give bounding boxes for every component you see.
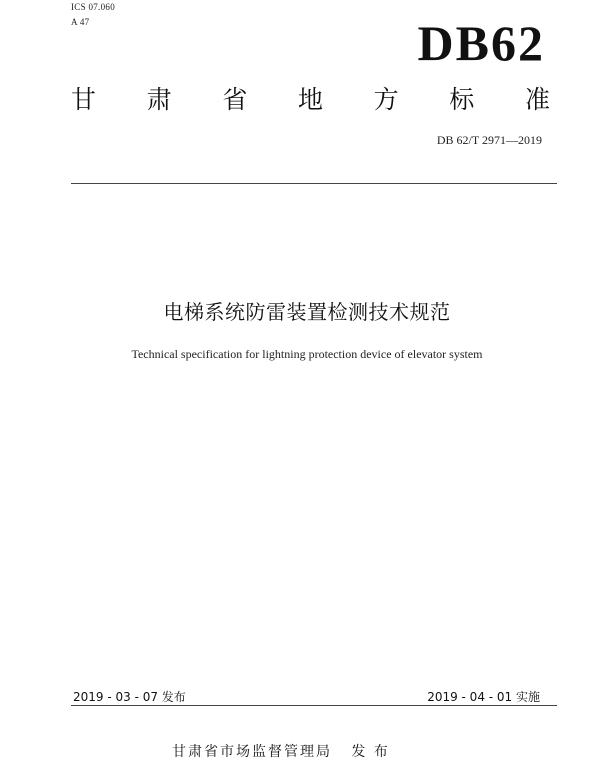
standard-type-char: 地 (297, 85, 323, 114)
standard-code-logo: DB62 (417, 15, 545, 71)
implementation-date: 2019 - 04 - 01 实施 (427, 690, 540, 704)
standard-type-char: 方 (373, 85, 399, 114)
ccs-code: A 47 (71, 17, 90, 27)
standard-type-char: 甘 (71, 85, 97, 114)
standard-type-heading (71, 84, 550, 116)
ics-code: ICS 07.060 (71, 2, 116, 12)
standard-number: DB 62/T 2971—2019 (436, 133, 542, 147)
issue-date: 2019 - 03 - 07 发布 (73, 690, 186, 704)
top-divider (71, 183, 557, 184)
document-title-zh: 电梯系统防雷装置检测技术规范 (163, 300, 451, 324)
standard-type-char: 准 (524, 85, 550, 114)
document-title-en: Technical specification for lightning protection device of elevator system (131, 347, 483, 361)
standard-type-char: 省 (222, 85, 248, 114)
bottom-divider (71, 705, 557, 706)
standard-type-char: 肃 (146, 85, 172, 114)
publisher: 甘肃省市场监督管理局 发 布 (172, 744, 390, 760)
standard-type-char: 标 (449, 85, 475, 114)
